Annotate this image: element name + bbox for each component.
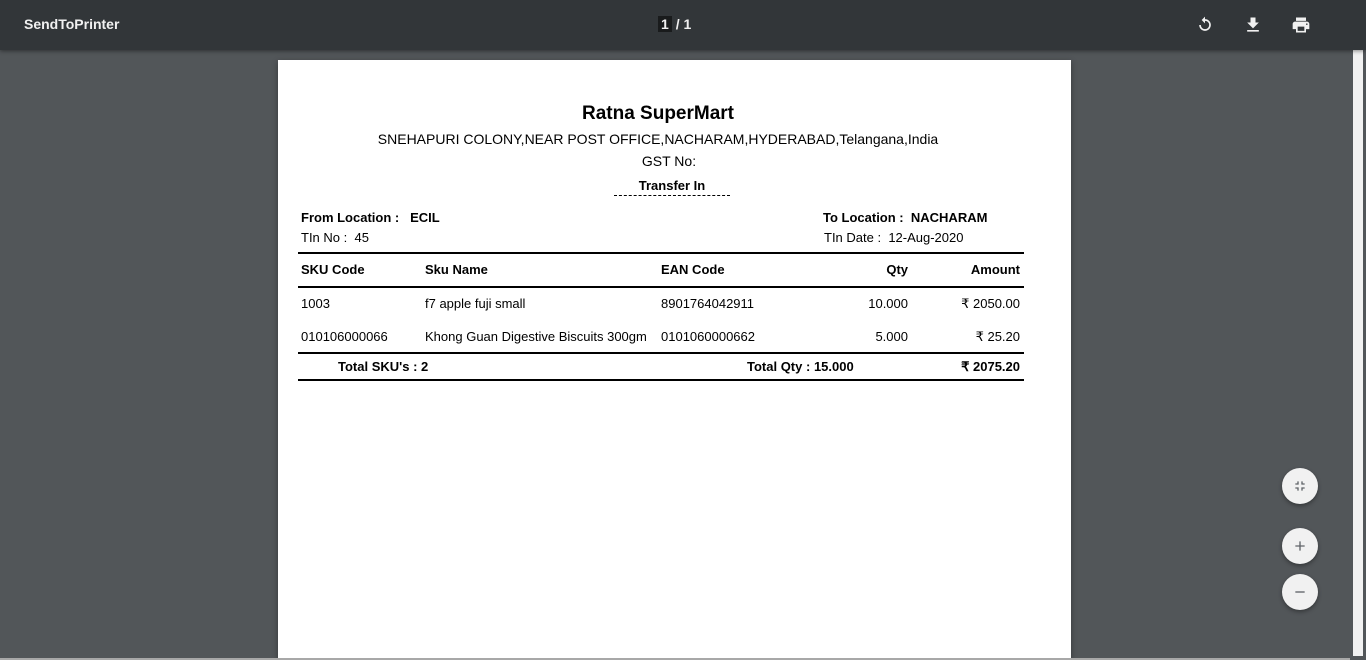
column-header-sku-code: SKU Code <box>301 262 365 277</box>
table-totals-rule <box>298 352 1024 354</box>
row-2-sku-code: 010106000066 <box>301 329 388 344</box>
store-name: Ratna SuperMart <box>581 103 735 124</box>
pdf-page <box>278 60 1071 660</box>
rotate-icon <box>1195 15 1215 35</box>
total-qty-value: 15.000 <box>813 359 854 374</box>
row-2-sku-name: Khong Guan Digestive Biscuits 300gm <box>425 329 647 344</box>
total-qty <box>747 359 854 374</box>
column-header-ean-code: EAN Code <box>661 262 725 277</box>
total-skus-value: 2 <box>421 359 429 374</box>
scrollbar-thumb[interactable] <box>1353 50 1363 656</box>
from-location <box>301 210 440 225</box>
total-amount: ₹ 2075.20 <box>961 359 1020 374</box>
row-1-amount: ₹ 2050.00 <box>961 296 1020 311</box>
to-location-label: To Location : <box>823 210 904 225</box>
fit-to-page-icon <box>1292 478 1308 494</box>
row-1-sku-name: f7 apple fuji small <box>425 296 526 311</box>
total-skus <box>338 359 428 374</box>
table-bottom-rule <box>298 379 1024 381</box>
row-2-amount: ₹ 25.20 <box>975 329 1020 344</box>
row-1-sku-code: 1003 <box>301 296 330 311</box>
tin-number <box>301 230 369 245</box>
fit-to-page-button[interactable] <box>1282 468 1318 504</box>
to-location <box>823 210 987 225</box>
row-1-ean-code: 8901764042911 <box>661 296 755 311</box>
plus-icon <box>1292 538 1308 554</box>
column-header-qty: Qty <box>886 262 908 277</box>
gst-label: GST No: <box>641 153 697 169</box>
tin-date <box>824 230 963 245</box>
download-button[interactable] <box>1240 12 1266 38</box>
zoom-out-button[interactable] <box>1282 574 1318 610</box>
document-type: Transfer In <box>614 178 730 196</box>
tin-date-value: 12-Aug-2020 <box>888 230 964 245</box>
page-total: / 1 <box>675 16 692 32</box>
total-skus-label: Total SKU's : <box>338 359 418 374</box>
viewer-toolbar <box>0 0 1366 50</box>
from-location-label: From Location : <box>301 210 400 225</box>
print-icon <box>1291 15 1311 35</box>
table-top-rule <box>298 252 1024 254</box>
column-header-amount: Amount <box>970 262 1020 277</box>
table-header-rule <box>298 286 1024 288</box>
tin-date-label: TIn Date : <box>824 230 882 245</box>
gst-line <box>278 153 1064 169</box>
to-location-value: NACHARAM <box>910 210 988 225</box>
print-button[interactable] <box>1288 12 1314 38</box>
row-2-qty: 5.000 <box>875 329 908 344</box>
minus-icon <box>1292 584 1308 600</box>
tin-number-label: TIn No : <box>301 230 348 245</box>
download-icon <box>1243 15 1263 35</box>
column-header-sku-name: Sku Name <box>425 262 488 277</box>
row-1-qty: 10.000 <box>868 296 908 311</box>
document-title: SendToPrinter <box>24 16 120 32</box>
page-indicator <box>658 16 691 32</box>
page-current-input[interactable]: 1 <box>658 16 672 32</box>
from-location-value: ECIL <box>410 210 440 225</box>
store-address: SNEHAPURI COLONY,NEAR POST OFFICE,NACHARAM,HYDERABAD,Telangana,India <box>377 131 939 147</box>
total-qty-label: Total Qty : <box>747 359 811 374</box>
row-2-ean-code: 0101060000662 <box>661 329 755 344</box>
vertical-scrollbar[interactable] <box>1350 50 1366 660</box>
zoom-in-button[interactable] <box>1282 528 1318 564</box>
rotate-button[interactable] <box>1192 12 1218 38</box>
tin-number-value: 45 <box>354 230 369 245</box>
